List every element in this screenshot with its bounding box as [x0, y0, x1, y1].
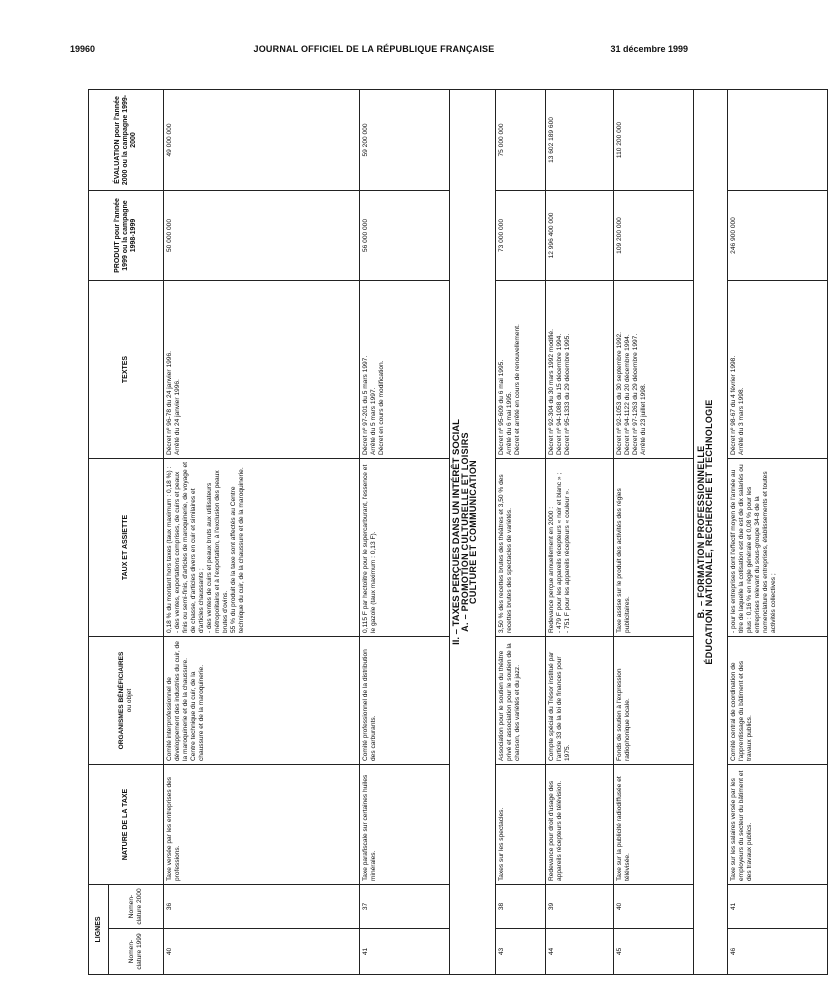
taux-item: - pour les entreprises dont l'effectif moyen de l'année au titre de laquelle la cotisation est due est de dix salariés ou plus : 0,16 % en règle générale et 0,08 % pour les entreprises relevant du sous-groupe 34-8 de la nomenclature des entreprises, établissements et toutes activités collectives ;: [730, 462, 778, 633]
journal-title: JOURNAL OFFICIEL DE LA RÉPUBLIQUE FRANÇAISE: [253, 44, 495, 54]
texte-line: Arrêté du 6 mai 1995.: [506, 391, 513, 455]
section-heading-row: [694, 90, 728, 975]
header-evaluation: ÉVALUATION pour l'année 2000 ou la campagne 1999-2000: [89, 90, 164, 191]
texte-line: Décret et arrêté en cours de renouvellement.: [514, 324, 521, 455]
row-textes: [496, 281, 546, 459]
taux-item: - des ventes de cuirs et peaux bruts aux utilisateurs métropolitains et à l'exportation, à l'exclusion des peaux brutes d'ovins.: [206, 462, 230, 633]
issue-date: 31 décembre 1999: [610, 44, 688, 54]
row-produit: 12 996 400 000: [546, 191, 614, 281]
row-organismes: Comité central de coordination de l'apprentissage du bâtiment et des travaux publics.: [728, 637, 828, 765]
row-n1999: 46: [728, 929, 828, 975]
texte-line: Décret nº 97-201 du 5 mars 1997.: [362, 355, 369, 455]
row-n1999: 40: [164, 929, 360, 975]
header-organismes-title: ORGANISMES BÉNÉFICIAIRES: [118, 651, 125, 750]
row-organismes: Comité interprofessionnel de développement des industries du cuir, de la maroquinerie et de la chaussure. Centre technique du cuir, de la chaussure et de la maroquinerie.: [164, 637, 360, 765]
taux-note: 55 % du produit de la taxe sont affectés au Centre technique du cuir, de la chaussure et de la maroquinerie.: [230, 467, 245, 633]
texte-line: Décret nº 98-67 du 4 février 1998.: [730, 355, 737, 455]
header-taux: TAUX ET ASSIETTE: [89, 459, 164, 637]
row-taux: [164, 459, 360, 637]
row-n2000: 37: [360, 885, 450, 929]
row-textes: [360, 281, 450, 459]
row-nature: Taxe sur les salaires versée par les employeurs du secteur du bâtiment et des travaux publics.: [728, 765, 828, 885]
header-nomenclature-1999: Nomen-clature 1999: [109, 929, 164, 975]
row-n2000: 38: [496, 885, 546, 929]
row-nature: Taxe sur la publicité radiodiffusée et télévisée.: [614, 765, 694, 885]
texte-line: Décret nº 95-1333 du 29 décembre 1995.: [564, 333, 571, 455]
texte-line: Décret en cours de modification.: [378, 360, 385, 455]
header-organismes: [89, 637, 164, 765]
row-textes: [546, 281, 614, 459]
row-n2000: 41: [728, 885, 828, 929]
row-n2000: 36: [164, 885, 360, 929]
row-produit: 73 000 000: [496, 191, 546, 281]
row-taux: Taxe assise sur le produit des activités des régies publicitaires.: [614, 459, 694, 637]
taux-item: - 751 F pour les appareils récepteurs « couleur ».: [564, 462, 572, 633]
row-taux: 3,50 % des recettes brutes des théâtres et 3,50 % des recettes brutes des spectacles de variétés.: [496, 459, 546, 637]
taxes-table: [88, 89, 828, 975]
texte-line: Arrêté du 24 janvier 1996.: [174, 379, 181, 455]
texte-line: Arrêté du 23 juillet 1998.: [640, 383, 647, 455]
table-row: [728, 90, 828, 975]
header-nomenclature-2000: Nomen-clature 2000: [109, 885, 164, 929]
row-nature: Redevance pour droit d'usage des appareils récepteurs de télévision.: [546, 765, 614, 885]
table-row: [614, 90, 694, 975]
row-organismes: Fonds de soutien à l'expression radiophonique locale.: [614, 637, 694, 765]
table-row: [360, 90, 450, 975]
row-n2000: 39: [546, 885, 614, 929]
header-nature: NATURE DE LA TAXE: [89, 765, 164, 885]
row-evaluation: 110 200 000: [614, 90, 694, 191]
row-textes: [728, 281, 828, 459]
row-nature: Taxe versée par les entreprises des professions.: [164, 765, 360, 885]
header-textes: TEXTES: [89, 281, 164, 459]
table-row: [164, 90, 360, 975]
page-number: 19960: [70, 44, 96, 54]
row-taux: [546, 459, 614, 637]
row-n1999: 41: [360, 929, 450, 975]
row-produit: 56 000 000: [360, 191, 450, 281]
row-produit: 109 200 000: [614, 191, 694, 281]
section-subtitle-b: ÉDUCATION NATIONALE, RECHERCHE ET TECHNOLOGIE: [704, 399, 714, 665]
texte-line: Arrêté du 3 mars 1998.: [738, 387, 745, 455]
row-nature: Taxe parafiscale sur certaines huiles minérales.: [360, 765, 450, 885]
texte-line: Décret nº 96-78 du 24 janvier 1996.: [166, 351, 173, 455]
row-organismes: Compte spécial du Trésor institué par l'article 33 de la loi de finances pour 1975.: [546, 637, 614, 765]
taux-item: - 479 F pour les appareils récepteurs « noir et blanc » ;: [556, 462, 564, 633]
table-row: [546, 90, 614, 975]
rotated-table-container: [88, 90, 777, 975]
row-evaluation: 49 000 000: [164, 90, 360, 191]
row-n1999: 43: [496, 929, 546, 975]
row-evaluation: [728, 90, 828, 191]
taux-intro: 0,18 % du montant hors taxes (taux maximum : 0,18 %) :: [166, 466, 173, 633]
texte-line: Décret nº 94-1088 du 15 décembre 1994.: [556, 333, 563, 455]
texte-line: Décret nº 95-609 du 6 mai 1995.: [498, 359, 505, 455]
section-heading-row: [450, 90, 496, 975]
row-textes: [164, 281, 360, 459]
header-organismes-sub: ou objet: [126, 688, 133, 713]
texte-line: Décret nº 92-304 du 30 mars 1992 modifié.: [548, 329, 555, 455]
taux-item: - des ventes, exportations comprises, de cuirs et peaux finis ou semi-finis, d'articles de maroquinerie, de voyage et de chasse, d'articles divers en cuir et similaires et d'articles chaussants ;: [174, 462, 206, 633]
row-evaluation: 59 200 000: [360, 90, 450, 191]
row-produit: 50 000 000: [164, 191, 360, 281]
row-n1999: 45: [614, 929, 694, 975]
page-header: [0, 44, 748, 58]
header-lignes: LIGNES: [89, 885, 109, 975]
row-textes: [614, 281, 694, 459]
texte-line: Décret nº 92-1053 du 30 septembre 1992.: [616, 331, 623, 455]
taux-intro: Redevance perçue annuellement en 2000 :: [548, 506, 555, 633]
row-produit: 246 900 000: [728, 191, 828, 281]
row-nature: Taxes sur les spectacles.: [496, 765, 546, 885]
row-organismes: Comité professionnel de la distribution des carburants.: [360, 637, 450, 765]
section-title-ii: II. – TAXES PERÇUES DANS UN INTÉRÊT SOCIAL: [451, 419, 462, 645]
row-taux: 0,115 F par hectolitre pour le supercarburant, l'essence et le gazole (taux maximum : 0,13 F).: [360, 459, 450, 637]
header-produit: PRODUIT pour l'année 1999 ou la campagne 1998-1999: [89, 191, 164, 281]
texte-line: Décret nº 94-1122 du 20 décembre 1994.: [624, 334, 631, 455]
texte-line: Arrêté du 5 mars 1997.: [370, 387, 377, 455]
section-title-a: A. – PROMOTION CULTURELLE ET LOISIRS: [460, 432, 470, 632]
row-organismes: Association pour le soutien du théâtre privé et association pour le soutien de la chanson, des variétés et du jazz.: [496, 637, 546, 765]
texte-line: Décret nº 97-1263 du 29 décembre 1997.: [632, 333, 639, 455]
row-taux: [728, 459, 828, 637]
row-n1999: 44: [546, 929, 614, 975]
table-row: [496, 90, 546, 975]
section-title-b: B. – FORMATION PROFESSIONNELLE: [696, 445, 706, 619]
row-evaluation: 13 602 189 600: [546, 90, 614, 191]
section-subtitle-a: CULTURE ET COMMUNICATION: [468, 460, 478, 604]
row-evaluation: 75 000 000: [496, 90, 546, 191]
row-n2000: 40: [614, 885, 694, 929]
